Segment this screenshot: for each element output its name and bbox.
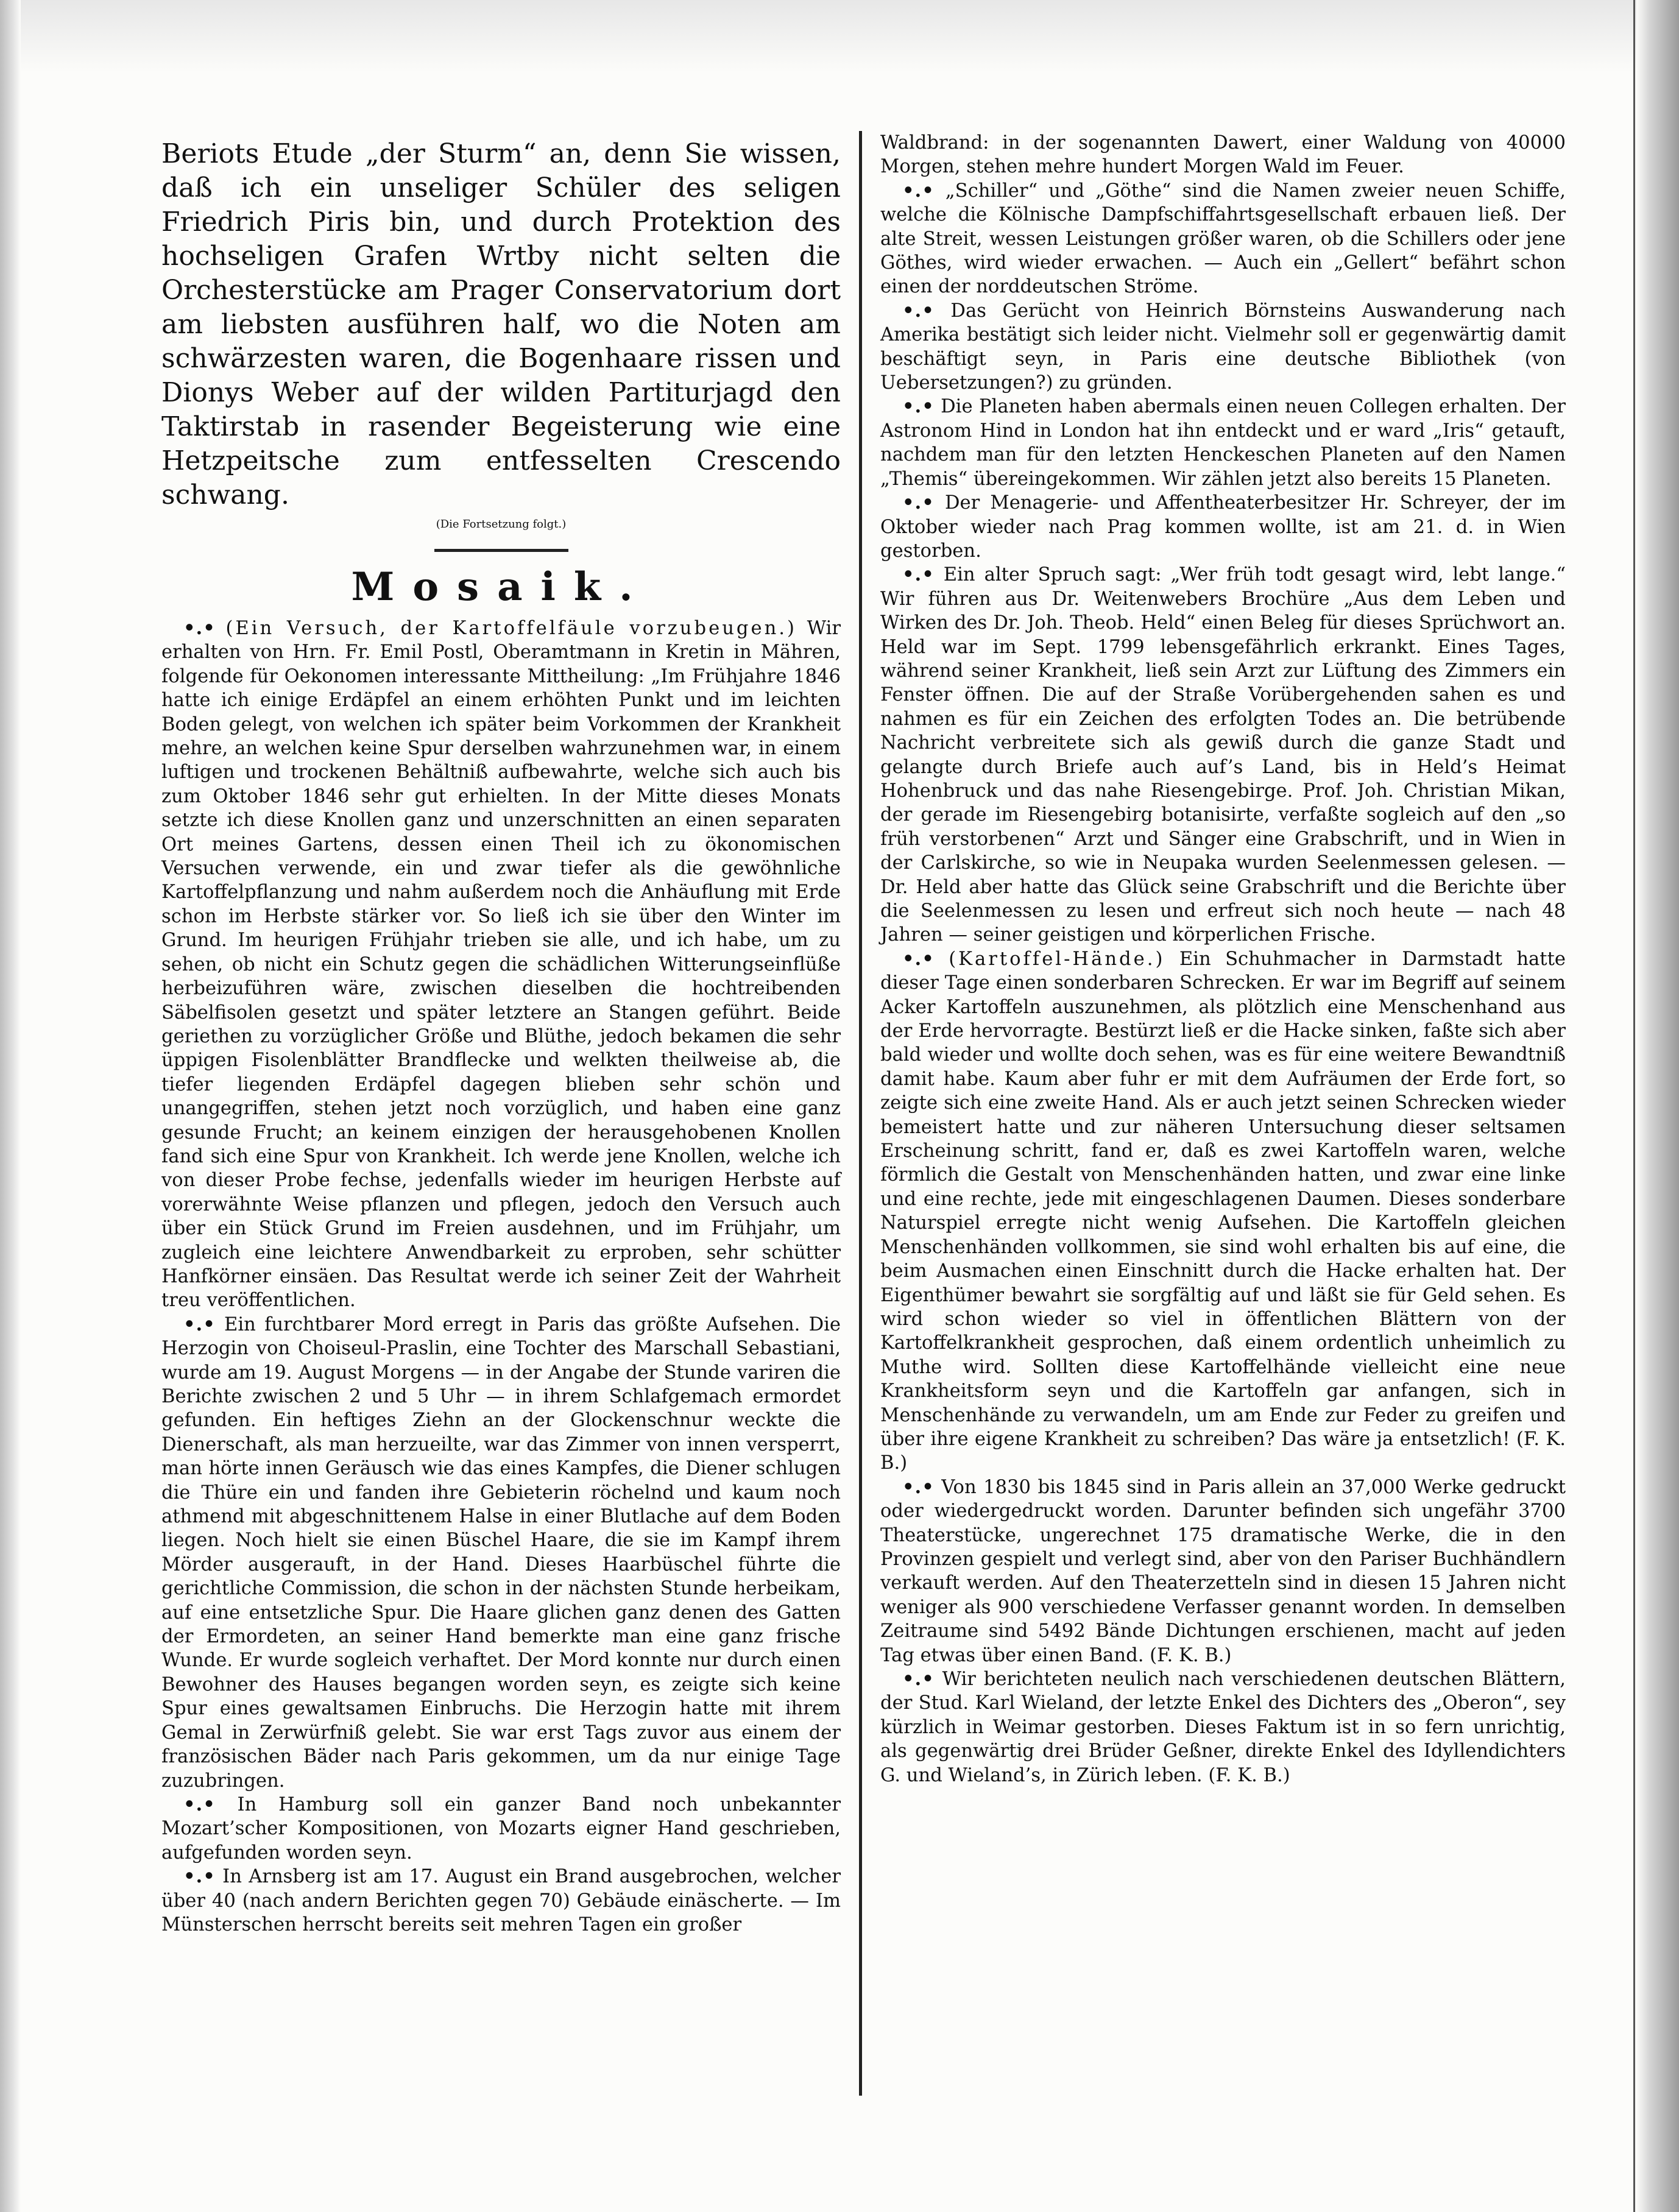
item-text: ist am 17. August ein Brand ausgebrochen, welcher über 40 (nach andern Berichten gegen 70) Gebäude einäscherte. — Im Münsterschen herrscht bereits seit mehren Tagen ein großer: [161, 1866, 841, 1935]
scan-edge-top: [0, 0, 1679, 73]
item-marker: •.•: [902, 395, 935, 418]
item-lead: „Schiller“ und „Göthe“: [945, 180, 1172, 202]
mosaic-item: [161, 1313, 841, 1793]
mosaic-item: [161, 617, 841, 1313]
mosaic-item: [880, 1475, 1566, 1667]
item-text: Wir erhalten von Hrn. Fr. Emil Postl, Oberamtmann in Kretin in Mähren, folgende für Oekonomen interessante Mittheilung: „Im Frühjahre 1846 hatte ich einige Erdäpfel an einem erhöhten Punkt und im leichten Boden gelegt, von welchen ich später beim Vorkommen der Krankheit mehre, an welchen keine Spur derselben wahrzunehmen war, in einem luftigen und trockenen Behältniß aufbewahrte, welche sich auch bis zum Oktober 1846 sehr gut erhielten. In der Mitte dieses Monats setzte ich diese Knollen ganz und unzerschnitten an einen separaten Ort meines Gartens, dessen einen Theil ich zu ökonomischen Versuchen verwende, ein und zwar tiefer als die gewöhnliche Kartoffelpflanzung und nahm außerdem noch die Anhäuflung mit Erde schon im Herbste stärker vor. So ließ ich sie über den Winter im Grund. Im heurigen Frühjahr trieben sie alle, und ich habe, um zu sehen, ob nicht ein Schutz gegen die schädlichen Witterungseinflüße herbeizuführen wäre, zwischen dieselben die hochtreibenden Säbelfisolen gesetzt und später letztere an Stangen geführt. Beide geriethen zu vorzüglicher Größe und Blüthe, jedoch bekamen die sehr üppigen Fisolenblätter Brandflecke und welkten theilweise ab, die tiefer liegenden Erdäpfel dagegen blieben sehr schön und unangegriffen, stehen jetzt noch vorzüglich, und haben eine ganz gesunde Frucht; an keinem einzigen der herausgehobenen Knollen fand sich eine Spur von Krankheit. Ich werde jene Knollen, welche ich von dieser Probe fechse, jedenfalls wieder im heurigen Herbste auf vorerwähnte Weise pflanzen und pflegen, jedoch den Versuch auch über ein Stück Grund im Freien ausdehnen, und im Frühjahr, um zugleich eine leichtere Anwendbarkeit zu erproben, sehr schütter Hanfkörner einsäen. Das Resultat werde ich seiner Zeit der Wahrheit treu veröffentlichen.: [161, 618, 841, 1312]
scan-edge-right: [1636, 0, 1679, 2212]
scan-page-edge-line: [1633, 0, 1635, 2212]
continued-item-text: Waldbrand: in der sogenannten Dawert, einer Waldung von 40000 Morgen, stehen mehre hundert Morgen Wald im Feuer.: [880, 132, 1566, 178]
continued-note: (Die Fortsetzung folgt.): [436, 518, 567, 531]
item-marker: •.•: [183, 617, 216, 639]
column-rule: [859, 131, 862, 2096]
item-lead: Wir berichteten neulich: [942, 1669, 1170, 1690]
item-marker: •.•: [902, 1668, 935, 1690]
mosaic-item: [880, 947, 1566, 1475]
item-lead: In Hamburg: [237, 1793, 369, 1815]
mosaic-item: [880, 563, 1566, 947]
item-marker: •.•: [183, 1865, 216, 1888]
mosaic-item: [880, 491, 1566, 563]
item-text: haben abermals einen neuen Collegen erhalten. Der Astronom Hind in London hat ihn entdeckt und er ward „Iris“ getauft, nachdem man für den letzten Henckeschen Planeten auf den Namen „Themis“ übereingekommen. Wir zählen jetzt also bereits 15 Planeten.: [880, 396, 1566, 490]
mosaic-item: [880, 179, 1566, 299]
item-lead: Die Planeten: [941, 396, 1062, 418]
left-column: [161, 131, 841, 1937]
item-text: sind die Namen zweier neuen Schiffe, welche die Kölnische Dampfschiffahrtsgesellschaft erbauen ließ. Der alte Streit, wessen Leistungen größer waren, ob die Schillers oder jene Göthes, wird wieder erwachen. — Auch ein „Gellert“ befährt schon einen der norddeutschen Ströme.: [880, 180, 1566, 298]
item-marker: •.•: [183, 1793, 216, 1815]
item-lead: Das Gerücht: [950, 300, 1080, 322]
item-text: sind in Paris allein an 37,000 Werke gedruckt oder wiedergedruckt worden. Darunter befinden sich ungefähr 3700 Theaterstücke, ungerechnet 175 dramatische Werke, die in den Provinzen gespielt und verlegt sind, aber von den Pariser Buchhändlern verkauft werden. Auf den Theaterzetteln sind in diesen 15 Jahren nicht weniger als 900 verschiedene Verfasser genannt worden. In demselben Zeitraume sind 5492 Bände Dichtungen erschienen, macht auf jeden Tag etwas über einen Band. (F. K. B.): [880, 1476, 1566, 1666]
mosaic-item: [880, 395, 1566, 491]
right-column: [880, 131, 1566, 1787]
item-marker: •.•: [183, 1313, 216, 1335]
item-lead: (Ein Versuch, der Kartoffelfäule vorzubeugen.): [225, 618, 797, 639]
item-lead: Von 1830 bis 1845: [941, 1476, 1120, 1498]
item-text: soll ein ganzer Band noch unbekannter Mozart’scher Kompositionen, von Mozarts eigner Hand geschrieben, aufgefunden worden seyn.: [161, 1793, 841, 1864]
mosaic-item: [161, 1793, 841, 1865]
item-lead: (Kartoffel-Hände.): [949, 948, 1165, 970]
mosaic-item: [161, 1865, 841, 1937]
mosaic-item: [880, 1667, 1566, 1787]
item-marker: •.•: [902, 492, 935, 514]
item-marker: •.•: [902, 564, 935, 586]
item-marker: •.•: [902, 179, 935, 202]
item-lead: Ein alter Spruch sagt:: [943, 564, 1162, 586]
item-text: von Heinrich Börnsteins Auswanderung nach Amerika bestätigt sich leider nicht. Vielmehr soll er gegenwärtig damit beschäftigt seyn, in Paris eine deutsche Bibliothek (von Uebersetzungen?) zu gründen.: [880, 300, 1566, 394]
item-lead: Der Menagerie- und Affentheaterbesitzer: [944, 492, 1350, 514]
item-text: Ein Schuhmacher in Darmstadt hatte dieser Tage einen sonderbaren Schrecken. Er war im Begriff auf seinem Acker Kartoffeln auszunehmen, als plötzlich eine Menschenhand aus der Erde hervorragte. Bestürzt ließ er die Hacke sinken, faßte sich aber bald wieder und wollte doch sehen, was es für eine weitere Bewandtniß damit habe. Kaum aber fuhr er mit dem Aufräumen der Erde fort, so zeigte sich eine zweite Hand. Als er auch jetzt seinen Schrecken wieder bemeistert hatte und zur näheren Untersuchung dieser seltsamen Erscheinung schritt, fand er, daß es zwei Kartoffeln waren, welche förmlich die Gestalt von Menschenhänden hatten, und zwar eine linke und eine rechte, jede mit eingeschlagenen Daumen. Dieses sonderbare Naturspiel erregte nicht wenig Aufsehen. Die Kartoffeln gleichen Menschenhänden vollkommen, sie sind wohl erhalten bis auf eine, die beim Ausmachen einen Einschnitt durch die Hacke erhalten hat. Der Eigenthümer bewahrt sie sorgfältig auf und läßt sie für Geld sehen. Es wird schon wieder so viel in öffentlichen Blättern von der Kartoffelkrankheit gesprochen, daß einem ordentlich unheimlich zu Muthe wird. Sollten diese Kartoffelhände vielleicht eine neue Krankheitsform seyn und die Kartoffeln gar anfangen, sich in Menschenhände zu verwandeln, um am Ende zur Feder zu greifen und über ihre eigene Krankheit zu schreiben? Das wäre ja entsetzlich! (F. K. B.): [880, 948, 1566, 1474]
item-text: erregt in Paris das größte Aufsehen. Die Herzogin von Choiseul-Praslin, eine Tochter des Marschall Sebastiani, wurde am 19. August Morgens — in der Angabe der Stunde variren die Berichte zwischen 2 und 5 Uhr — in ihrem Schlafgemach ermordet gefunden. Ein heftiges Ziehn an der Glockenschnur weckte die Dienerschaft, als man herzueilte, war das Zimmer von innen versperrt, man hörte innen Geräusch wie das eines Kampfes, die Diener schlugen die Thüre ein und fanden ihre Gebieterin röchelnd und kaum noch athmend mit abgeschnittenem Halse in einer Blutlache auf dem Boden liegen. Noch hielt sie einen Büschel Haare, die sie im Kampf ihrem Mörder ausgerauft, in der Hand. Dieses Haarbüschel führte die gerichtliche Commission, die schon in der nächsten Stunde herbeikam, auf eine entsetzliche Spur. Die Haare glichen ganz denen des Gatten der Ermordeten, an seiner Hand bemerkte man eine ganz frische Wunde. Er wurde sogleich verhaftet. Der Mord konnte nur durch einen Bewohner des Hauses begangen worden seyn, es zeigte sich keine Spur eines gewaltsamen Einbruchs. Die Herzogin hatte mit ihrem Gemal in Zerwürfniß gelebt. Sie war erst Tags zuvor aus einem der französischen Bäder nach Paris gekommen, um da nur einige Tage zuzubringen.: [161, 1313, 841, 1792]
item-text: nach verschiedenen deutschen Blättern, der Stud. Karl Wieland, der letzte Enkel des Dichters des „Oberon“, sey kürzlich in Weimar gestorben. Dieses Faktum ist in so fern unrichtig, als gegenwärtig drei Brüder Geßner, direkte Enkel des Idyllendichters G. und Wieland’s, in Zürich leben. (F. K. B.): [880, 1669, 1566, 1786]
continuation-paragraph: Beriots Etude „der Sturm“ an, denn Sie wissen, daß ich ein unseliger Schüler des seligen Friedrich Piris bin, und durch Protektion des hochseligen Grafen Wrtby nicht selten die Orchesterstücke am Prager Conservatorium dort am liebsten ausführen half, wo die Noten am schwärzesten waren, die Bogenhaare rissen und Dionys Weber auf der wilden Partiturjagd den Taktirstab in rasender Begeisterung wie eine Hetzpeitsche zum entfesselten Crescendo schwang.: [161, 138, 841, 511]
item-marker: •.•: [902, 1475, 935, 1498]
section-divider: [434, 549, 568, 552]
item-marker: •.•: [902, 947, 935, 970]
item-marker: •.•: [902, 299, 935, 322]
item-text: Hr. Schreyer, der im Oktober wieder nach Prag kommen wollte, ist am 21. d. in Wien gestorben.: [880, 492, 1566, 562]
mosaic-item: [880, 299, 1566, 395]
scan-edge-left: [0, 0, 21, 2212]
section-heading: Mosaik.: [351, 564, 651, 610]
item-text: „Wer früh todt gesagt wird, lebt lange.“ Wir führen aus Dr. Weitenwebers Brochüre „Aus dem Leben und Wirken des Dr. Joh. Theob. Held“ einen Beleg für dieses Sprüchwort an. Held war im Sept. 1799 lebensgefährlich erkrankt. Eines Tages, während seiner Krankheit, ließ sein Arzt zur Lüftung des Zimmers ein Fenster öffnen. Die auf der Straße Vorübergehenden sahen es und nahmen es für ein Zeichen des erfolgten Todes an. Die betrübende Nachricht verbreitete sich als gewiß durch die ganze Stadt und gelangte durch Briefe auch auf’s Land, bis in Held’s Heimat Hohenbruck und das nahe Riesengebirge. Prof. Joh. Christian Mikan, der gerade im Riesengebirg botanisirte, verfaßte sogleich auf den „so früh verstorbenen“ Arzt und Sänger eine Grabschrift, und in Wien in der Carlskirche, so wie in Neupaka wurden Seelenmessen gelesen. — Dr. Held aber hatte das Glück seine Grabschrift und die Berichte über die Seelenmessen zu lesen und erfreut sich noch heute — nach 48 Jahren — seiner geistigen und körperlichen Frische.: [880, 564, 1566, 946]
item-lead: In Arnsberg: [222, 1866, 337, 1888]
item-lead: Ein furchtbarer Mord: [224, 1313, 434, 1335]
